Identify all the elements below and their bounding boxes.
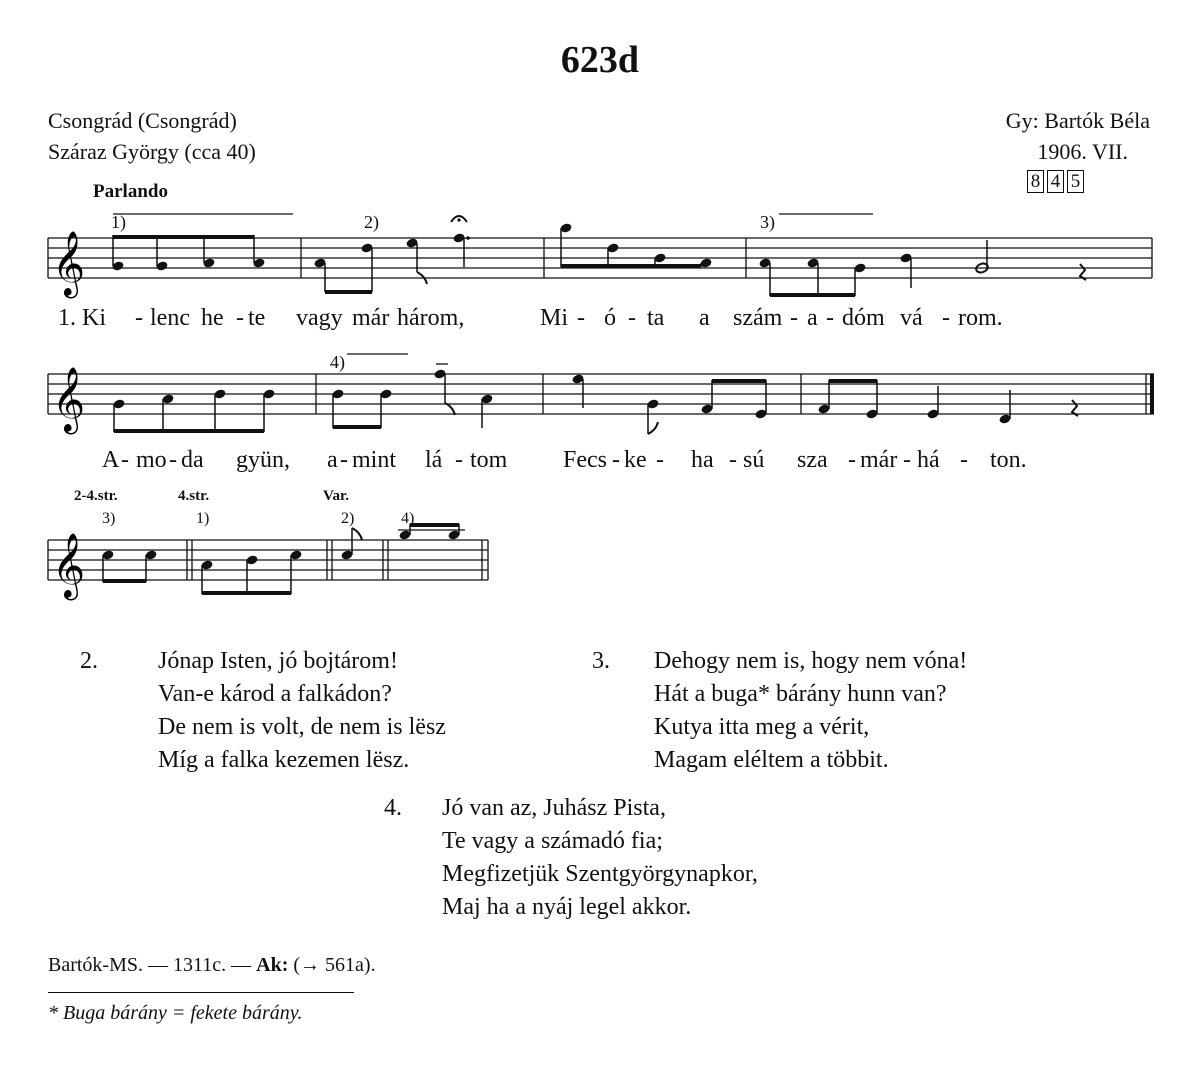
treble-clef-icon: 𝄞 bbox=[52, 367, 86, 432]
lyric-syllable: da bbox=[181, 447, 204, 473]
lyric-syllable: vá bbox=[900, 305, 923, 331]
lyric-syllable: - bbox=[903, 447, 911, 473]
lyric-syllable: ta bbox=[647, 305, 665, 331]
lyric-syllable: - bbox=[848, 447, 856, 473]
lyric-syllable: - bbox=[656, 447, 664, 473]
footnote-divider bbox=[48, 992, 354, 993]
variant-label: 4.str. bbox=[178, 488, 210, 504]
lyric-syllable: szám bbox=[733, 305, 783, 331]
lyric-syllable: Fecs bbox=[563, 447, 607, 473]
footnote: * Buga bárány = fekete bárány. bbox=[48, 1002, 303, 1024]
lyric-syllable: - bbox=[236, 305, 244, 331]
lyric-syllable: - bbox=[121, 447, 129, 473]
lyric-syllable: A bbox=[102, 447, 120, 473]
verse-line: De nem is volt, de nem is lësz bbox=[158, 714, 446, 740]
source-reference bbox=[48, 954, 376, 977]
music-staff-1 bbox=[0, 200, 1200, 310]
bracket-2: 2) bbox=[364, 212, 379, 232]
lyric-syllable: - bbox=[729, 447, 737, 473]
lyric-syllable: ó bbox=[604, 305, 616, 331]
lyric-syllable: - bbox=[942, 305, 950, 331]
source-prefix: Bartók-MS. — 1311c. — bbox=[48, 954, 252, 976]
verse-number: 4. bbox=[384, 795, 402, 821]
lyric-syllable: - bbox=[340, 447, 348, 473]
lyric-syllable: gyün, bbox=[236, 447, 290, 473]
lyric-syllable: a bbox=[807, 305, 818, 331]
lyric-syllable: ke bbox=[624, 447, 647, 473]
ak-label: Ak: bbox=[256, 954, 289, 976]
collector-name: Gy: Bartók Béla bbox=[1005, 108, 1150, 133]
origin-place: Csongrád (Csongrád) bbox=[48, 108, 237, 133]
meter-box: 4 bbox=[1047, 170, 1064, 193]
lyric-syllable: - bbox=[612, 447, 620, 473]
verse-line: Megfizetjük Szentgyörgynapkor, bbox=[442, 861, 758, 887]
variant-label: 2-4.str. bbox=[74, 488, 118, 504]
lyric-syllable: a bbox=[699, 305, 710, 331]
verse-2 bbox=[80, 645, 500, 785]
treble-clef-icon: 𝄞 bbox=[52, 231, 86, 296]
verse-line: Jó van az, Juhász Pista, bbox=[442, 795, 666, 821]
collector-date: 1906. VII. bbox=[1037, 139, 1128, 164]
lyric-syllable: mint bbox=[352, 447, 397, 473]
lyric-syllable: Mi bbox=[540, 305, 569, 331]
music-staff-variants bbox=[0, 530, 520, 610]
lyric-syllable: há bbox=[917, 447, 940, 473]
lyric-syllable: mo bbox=[136, 447, 167, 473]
verse-number: 2. bbox=[80, 648, 98, 674]
lyric-syllable: - bbox=[135, 305, 143, 331]
verse-number: 3. bbox=[592, 648, 610, 674]
treble-clef-icon: 𝄞 bbox=[52, 533, 86, 598]
lyric-syllable: három, bbox=[397, 305, 465, 331]
lyric-syllable: te bbox=[248, 305, 266, 331]
origin-singer: Száraz György (cca 40) bbox=[48, 139, 256, 164]
lyric-syllable: 1. Ki bbox=[58, 305, 106, 331]
lyric-syllable: ha bbox=[691, 447, 714, 473]
ak-value: (→ 561a). bbox=[293, 954, 376, 976]
lyric-syllable: vagy bbox=[296, 305, 343, 331]
lyric-syllable: - bbox=[960, 447, 968, 473]
verse-line: Jónap Isten, jó bojtárom! bbox=[158, 648, 398, 674]
verse-4 bbox=[384, 792, 904, 932]
verse-line: Míg a falka kezemen lësz. bbox=[158, 747, 410, 773]
variant-ref: 4) bbox=[401, 510, 415, 527]
lyric-syllable: már bbox=[860, 447, 898, 473]
lyric-syllable: - bbox=[628, 305, 636, 331]
verse-line: Te vagy a számadó fia; bbox=[442, 828, 663, 854]
lyric-syllable: már bbox=[352, 305, 390, 331]
verse-3 bbox=[592, 645, 1072, 785]
verse-line: Dehogy nem is, hogy nem vóna! bbox=[654, 648, 968, 674]
lyric-syllable: a bbox=[327, 447, 338, 473]
verse-line: Hát a buga* bárány hunn van? bbox=[654, 681, 947, 707]
lyric-syllable: - bbox=[455, 447, 463, 473]
meter-box: 8 bbox=[1027, 170, 1044, 193]
lyric-syllable: - bbox=[790, 305, 798, 331]
variant-label: Var. bbox=[323, 488, 349, 504]
meter-box: 5 bbox=[1067, 170, 1084, 193]
verse-line: Maj ha a nyáj legel akkor. bbox=[442, 894, 692, 920]
variant-ref: 3) bbox=[102, 510, 116, 527]
tempo-marking: Parlando bbox=[93, 181, 168, 202]
variant-ref: 2) bbox=[341, 510, 355, 527]
lyric-syllable: lenc bbox=[150, 305, 190, 331]
verse-line: Kutya itta meg a vérit, bbox=[654, 714, 870, 740]
lyric-syllable: dóm bbox=[842, 305, 885, 331]
lyric-syllable: lá bbox=[425, 447, 443, 473]
bracket-3: 3) bbox=[760, 212, 775, 232]
lyric-syllable: tom bbox=[470, 447, 508, 473]
verse-line: Van-e károd a falkádon? bbox=[158, 681, 392, 707]
bracket-1: 1) bbox=[111, 212, 126, 232]
lyric-syllable: rom. bbox=[958, 305, 1003, 331]
bracket-4: 4) bbox=[330, 352, 345, 372]
variant-ref: 1) bbox=[196, 510, 210, 527]
lyric-syllable: he bbox=[201, 305, 224, 331]
lyric-syllable: - bbox=[826, 305, 834, 331]
lyric-syllable: sza bbox=[797, 447, 828, 473]
verse-line: Magam eléltem a többit. bbox=[654, 747, 889, 773]
lyric-syllable: sú bbox=[743, 447, 765, 473]
lyric-syllable: ton. bbox=[990, 447, 1027, 473]
lyric-syllable: - bbox=[169, 447, 177, 473]
meter-boxes bbox=[1027, 170, 1087, 193]
page-title: 623d bbox=[560, 39, 640, 81]
music-staff-2 bbox=[0, 340, 1200, 450]
lyric-syllable: - bbox=[577, 305, 585, 331]
